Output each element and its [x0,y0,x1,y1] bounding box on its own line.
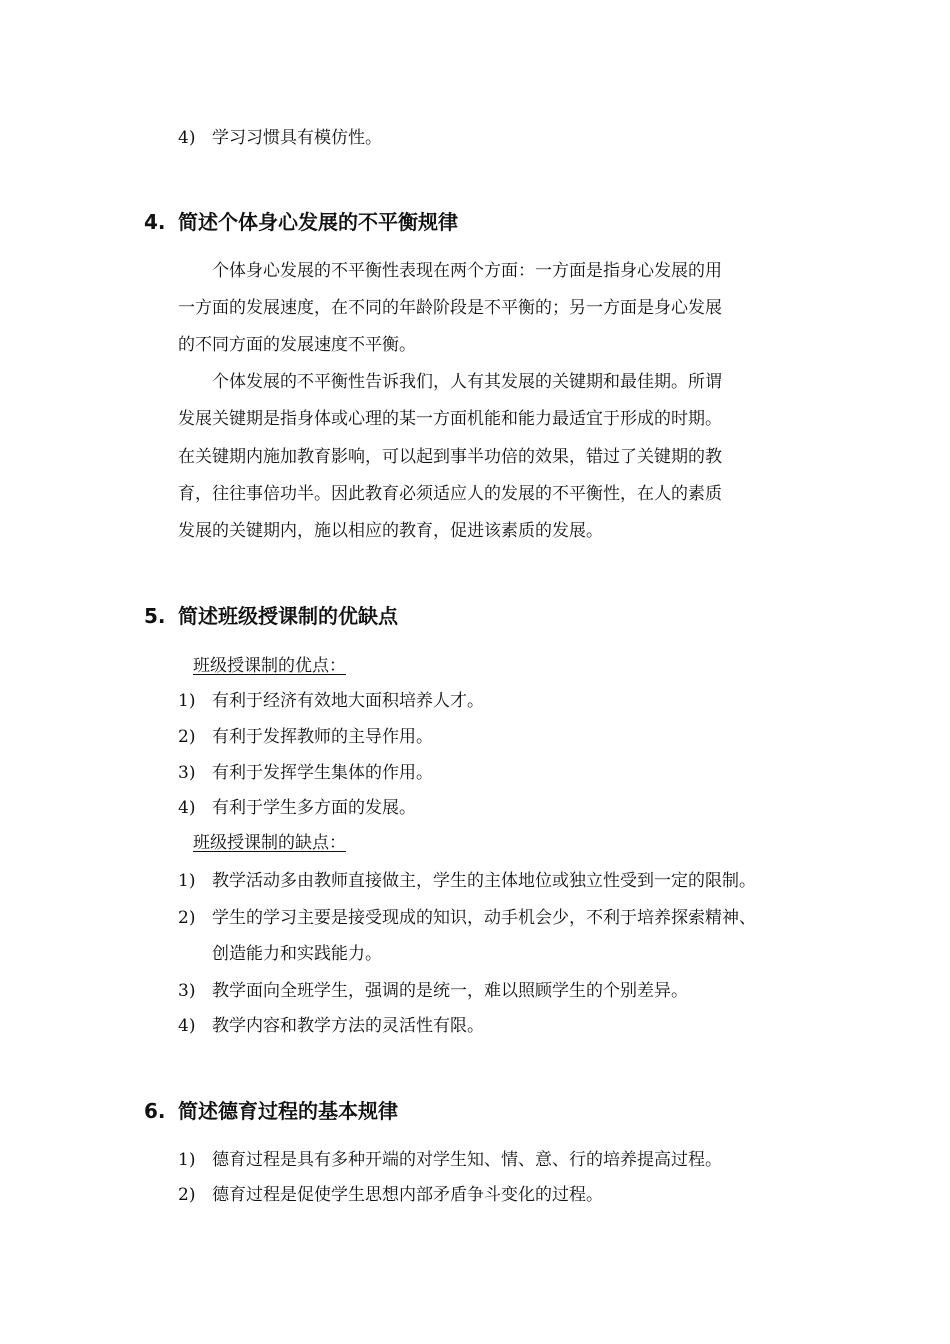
paragraph-line: 个体发展的不平衡性告诉我们，人有其发展的关键期和最佳期。所谓 [178,372,722,392]
section-number: 5. [144,604,166,628]
section-title: 简述德育过程的基本规律 [178,1099,398,1123]
list-text: 德育过程是促使学生思想内部矛盾争斗变化的过程。 [212,1185,603,1205]
list-number: 3) [178,763,196,783]
list-text: 教学面向全班学生，强调的是统一，难以照顾学生的个别差异。 [212,981,688,1001]
paragraph-line: 的不同方面的发展速度不平衡。 [178,335,416,355]
list-text: 学习习惯具有模仿性。 [212,128,382,148]
paragraph-line: 个体身心发展的不平衡性表现在两个方面：一方面是指身心发展的用 [178,261,722,281]
section-heading-5 [144,602,398,630]
list-text: 有利于发挥教师的主导作用。 [212,727,433,747]
list-item [178,979,688,1003]
list-number: 4) [178,1016,196,1036]
section-number: 6. [144,1099,166,1123]
list-item [178,796,416,820]
list-text: 有利于学生多方面的发展。 [212,798,416,818]
list-text: 教学活动多由教师直接做主，学生的主体地位或独立性受到一定的限制。 [212,871,756,891]
list-item [178,869,756,893]
list-number: 2) [178,908,196,928]
list-number: 2) [178,727,196,747]
list-number: 3) [178,981,196,1001]
list-text: 有利于发挥学生集体的作用。 [212,763,433,783]
paragraph-line: 在关键期内施加教育影响，可以起到事半功倍的效果，错过了关键期的教 [178,447,722,467]
list-item [178,906,756,930]
list-item [178,761,433,785]
paragraph-line: 发展关键期是指身体或心理的某一方面机能和能力最适宜于形成的时期。 [178,409,722,429]
list-text: 有利于经济有效地大面积培养人才。 [212,691,484,711]
list-number: 1) [178,1150,196,1170]
list-number: 1) [178,691,196,711]
paragraph-line: 发展的关键期内，施以相应的教育，促进该素质的发展。 [178,521,603,541]
paragraph-line: 一方面的发展速度，在不同的年龄阶段是不平衡的；另一方面是身心发展 [178,298,722,318]
list-number: 4) [178,128,196,148]
list-item [178,126,382,150]
section-title: 简述个体身心发展的不平衡规律 [178,210,458,234]
disadvantages-heading: 班级授课制的缺点： [193,833,346,853]
list-item [178,689,484,713]
paragraph-line: 育，往往事倍功半。因此教育必须适应人的发展的不平衡性，在人的素质 [178,484,722,504]
list-number: 2) [178,1185,196,1205]
list-text: 德育过程是具有多种开端的对学生知、情、意、行的培养提高过程。 [212,1150,722,1170]
list-item [178,1014,484,1038]
advantages-heading: 班级授课制的优点： [193,656,346,676]
list-number: 4) [178,798,196,818]
list-item [178,1148,722,1172]
list-text: 学生的学习主要是接受现成的知识，动手机会少，不利于培养探索精神、 [212,908,756,928]
section-heading-6 [144,1097,398,1125]
list-number: 1) [178,871,196,891]
list-text: 教学内容和教学方法的灵活性有限。 [212,1016,484,1036]
list-item [178,725,433,749]
section-heading-4 [144,208,458,236]
list-item [178,1183,603,1207]
section-number: 4. [144,210,166,234]
section-title: 简述班级授课制的优缺点 [178,604,398,628]
list-item-continuation: 创造能力和实践能力。 [212,944,382,964]
